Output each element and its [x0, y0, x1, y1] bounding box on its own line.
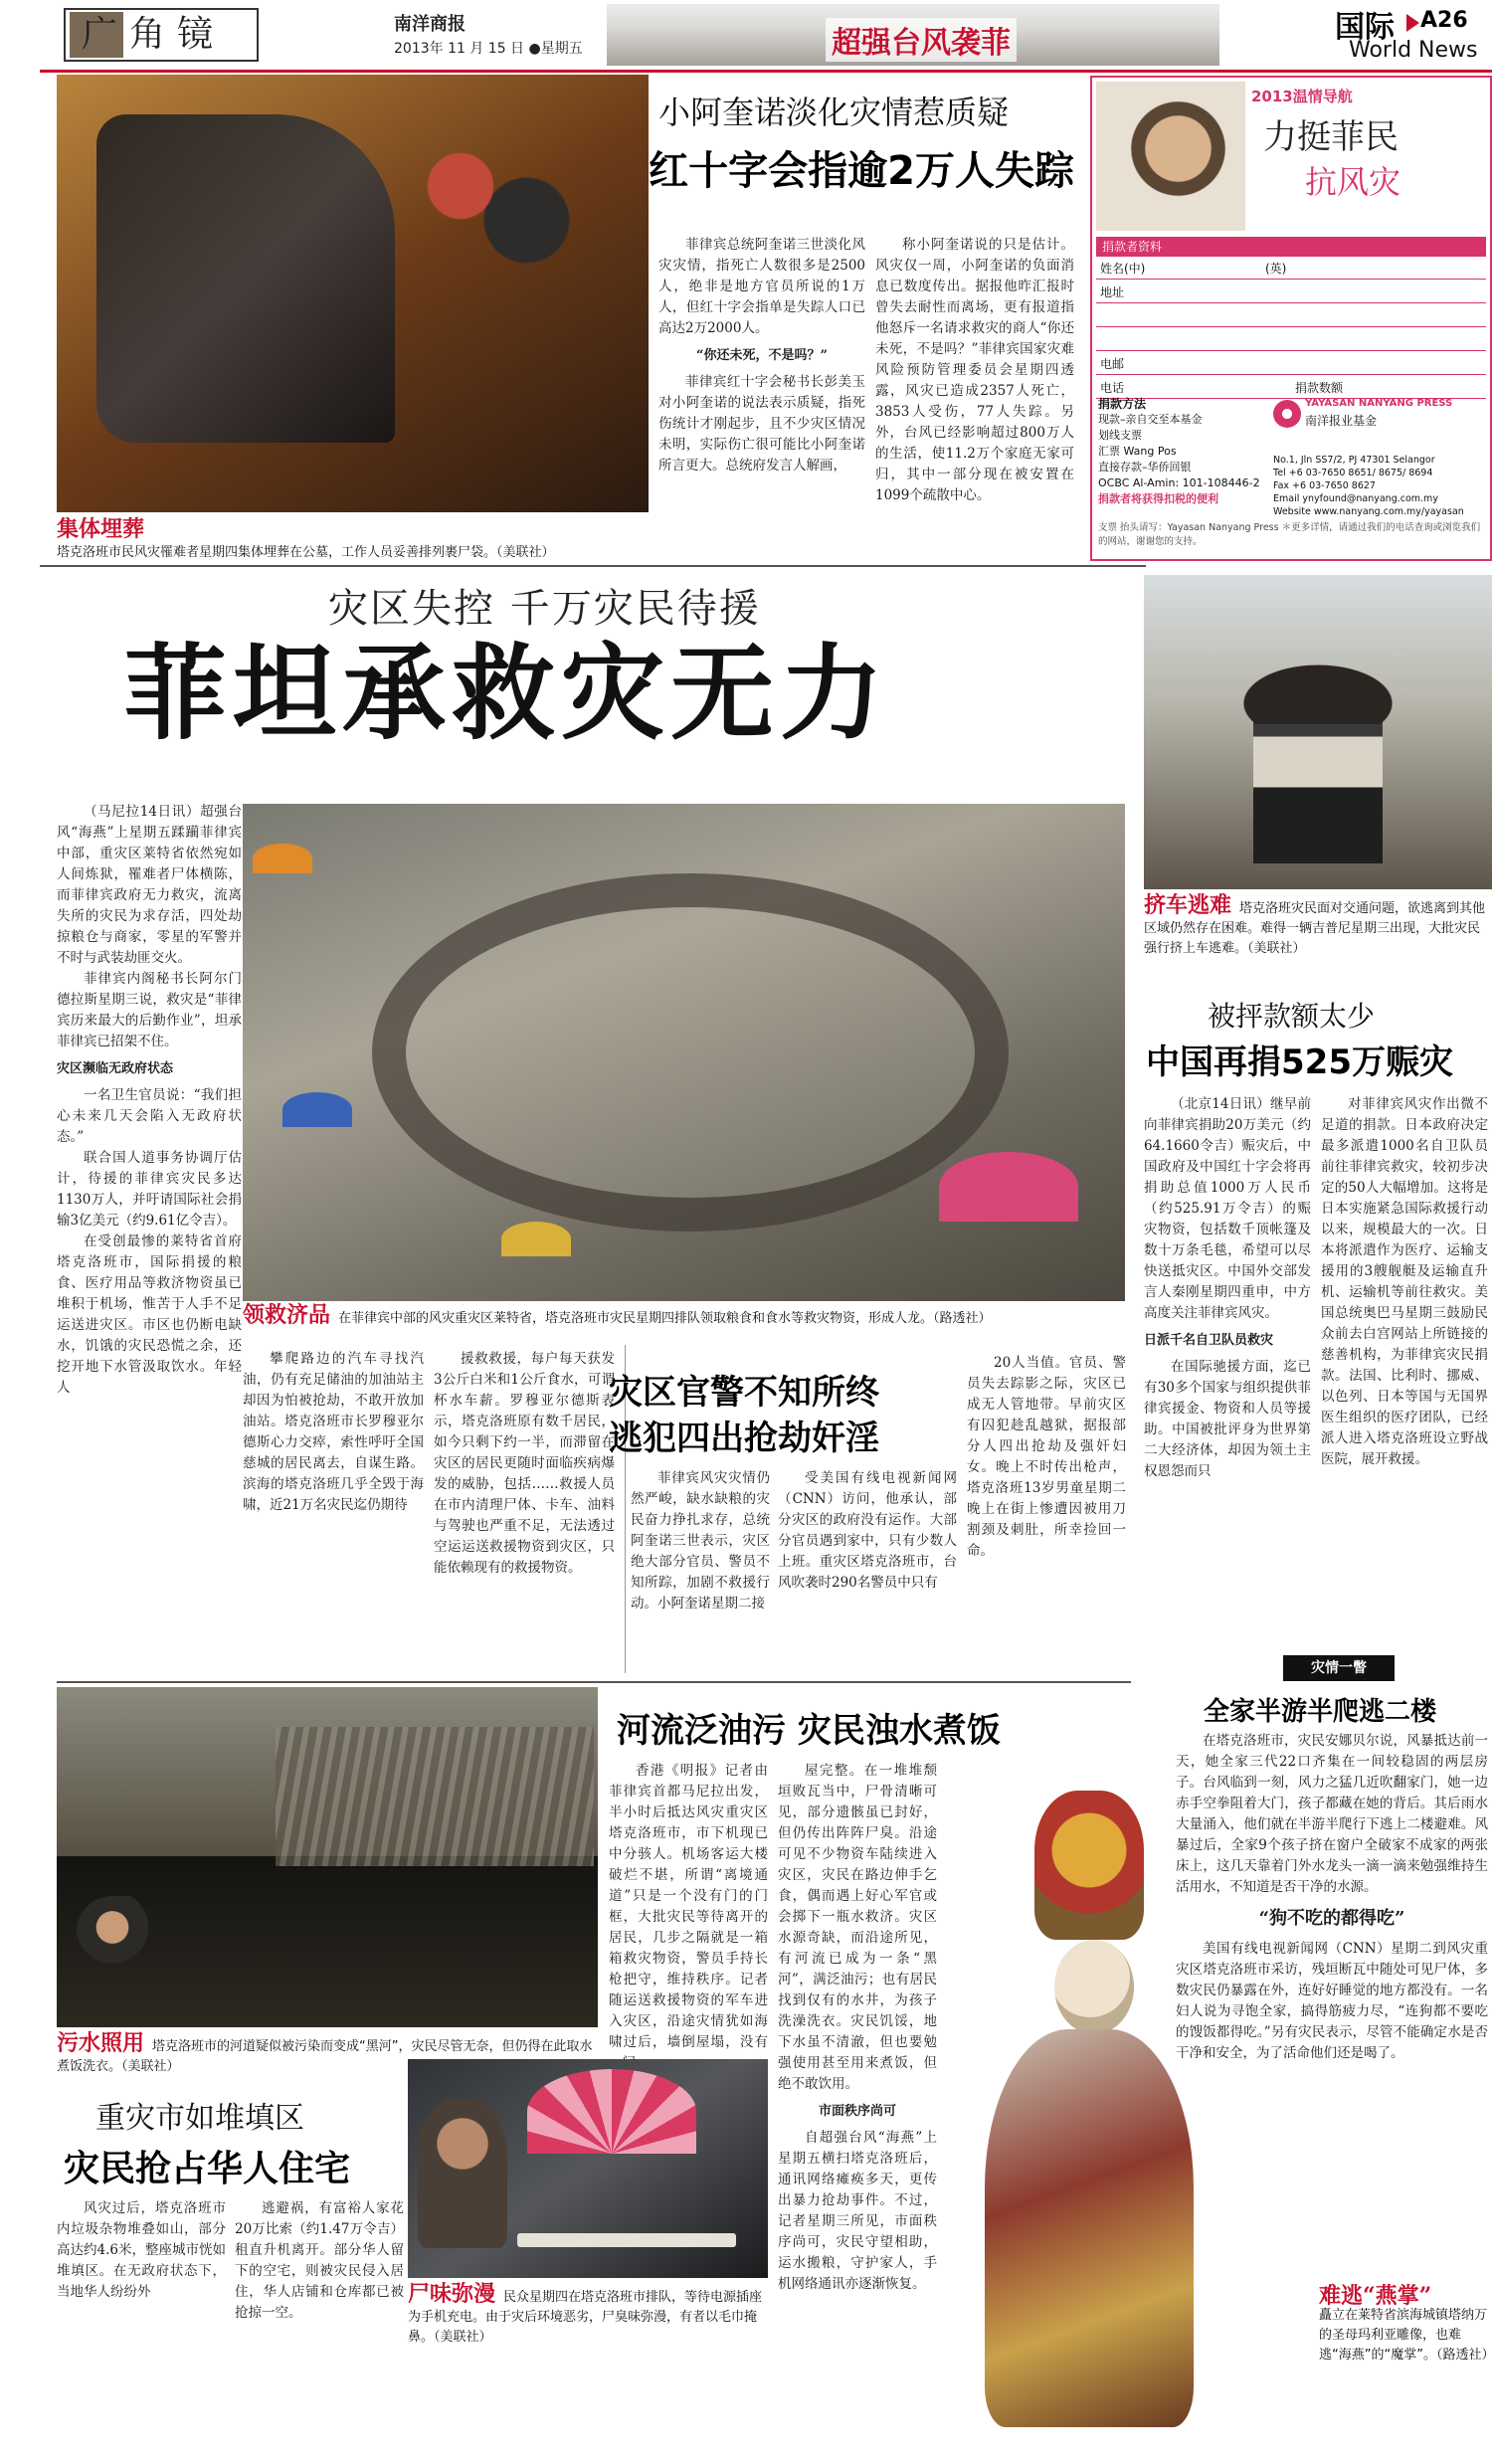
top-story-p2: 菲律宾红十字会秘书长彭美玉对小阿奎诺的说法表示质疑，指死伤统计才刚起步，且不少灾区情况未明，实际伤亡很可能比小阿奎诺所言更大。总统府发言人解画，	[658, 374, 865, 474]
statue-photo-label: 难逃“燕掌”	[1319, 2283, 1432, 2309]
donation-methods	[1098, 396, 1267, 507]
main-c3: 援救救援，每户每天获发3公斤白米和1公斤食水，可谓杯水车薪。罗穆亚尔德斯表示，塔克洛班原有数千居民，如今只剩下约一半，而滞留在灾区的居民更随时面临疾病爆发的威胁，包括……救援人员在市内清理尸体、卡车、油料与驾驶也严重不足，无法透过空运运送救援物资到灾区，只能依赖现有的救援物资。	[434, 1351, 615, 1576]
paper-name: 南洋商报	[394, 14, 466, 35]
statue-crown	[1034, 1791, 1144, 1940]
main-p5: 在受创最惨的莱特省首府塔克洛班市，国际捐援的粮食、医疗用品等救济物资虽已堆积于机场，惟苦于人手不足运送进灾区。市区也仍断电缺水，饥饿的灾民恐慌之余，还挖开地下水管汲取饮水。年轻人	[57, 1233, 242, 1396]
donation-tag: 2013温情导航	[1251, 88, 1353, 105]
chinatown-headline: 灾民抢占华人住宅	[64, 2149, 351, 2189]
foundation-logo-icon	[1273, 400, 1301, 428]
top-story-subhead: “你还未死，不是吗？”	[696, 348, 828, 363]
header-rule	[40, 70, 1492, 73]
washing-woman	[77, 1896, 166, 1986]
foundation-name-cn: 南洋报业基金	[1305, 414, 1378, 428]
statue-caption-text: 矗立在莱特省滨海城镇塔纳万的圣母玛利亚雕像，也难逃“海燕”的“魔掌”。（路透社）	[1319, 2308, 1494, 2363]
main-lead: （马尼拉14日讯）超强台风“海燕”上星期五蹂躏菲律宾中部，重灾区莱特省依然宛如人间炼狱，罹难者尸体横陈，而菲律宾政府无力救灾，流离失所的灾民为求存活，四处劫掠粮仓与商家，零星的军警并不时与武装劫匪交火。	[57, 804, 242, 966]
black-river-photo	[57, 1687, 598, 2027]
china-col1	[1144, 1094, 1311, 1651]
foundation-fax: Fax +6 03-7650 8627	[1273, 480, 1376, 491]
sewage-col2	[778, 1761, 937, 2427]
police-headline1: 灾区官警不知所终	[609, 1373, 879, 1413]
umbrella-red	[939, 1152, 1078, 1222]
section-title: 国际	[1335, 10, 1395, 45]
form-blank-row	[1096, 306, 1486, 327]
page-number: A26	[1420, 8, 1468, 33]
china-c2: 对菲律宾风灾作出微不足道的捐款。日本政府决定最多派遣1000名自卫队员前往菲律宾救灾，较初步决定的50人大幅增加。这将是日本实施紧急国际救援行动以来，规模最大的一次。日本将派遣作为医疗、运输支援用的3艘舰艇及运输直升机、运输机等前往救灾。美国总统奥巴马星期三鼓励民众前去白宫网站上所链接的慈善机构，为菲律宾灾民捐款。法国、比利时、挪威、以色列、日本等国与无国界医生组织的医疗团队，已经派人进入塔克洛班设立野战医院，展开救援。	[1321, 1096, 1488, 1467]
jeepney-photo-label: 挤车逃难	[1144, 892, 1232, 918]
main-sub1: 灾区濒临无政府状态	[57, 1061, 174, 1076]
sewage-col1	[609, 1761, 768, 2049]
main-headline: 菲坦承救灾无力	[123, 632, 890, 754]
statue-photo-caption	[1319, 2283, 1494, 2366]
methods-label: 捐款方法	[1098, 397, 1147, 411]
story-subhead: “狗不吃的都得吃”	[1258, 1908, 1405, 1929]
mid-divider	[57, 1681, 1131, 1683]
china-sub: 日派千名自卫队员救灾	[1144, 1333, 1274, 1348]
police-c1: 菲律宾风灾灾情仍然严峻，缺水缺粮的灾民奋力挣扎求存，总统阿奎诺三世表示，灾区绝大部分官员、警员不知所踪，加剧不救援行动。小阿奎诺星期二接	[631, 1470, 770, 1611]
story-col	[1176, 1731, 1488, 2169]
form-tel-label: 电话	[1100, 381, 1125, 395]
sewage-c2b: 自超强台风“海燕”上星期五横扫塔克洛班后，通讯网络瘫痪多天，更传出暴力抢劫事件。不过，记者星期三所见，市面秩序尚可，灾民守望相助，运水搬粮，守护家人，手机网络通讯亦逐渐恢复。	[778, 2130, 937, 2292]
main-kicker: 灾区失控 千万灾民待援	[328, 586, 761, 632]
sewage-c2: 屋完整。在一堆堆颓垣败瓦当中，尸骨清晰可见，部分遗骸虽已封好，但仍传出阵阵尸臭。沿途可见不少物资车陆续进入灾区，灾民在路边伸手乞食，偶而遇上好心军官或会掷下一瓶水救济。灾区水源奇缺，而沿途所见，有河流已成为一条“黑河”，满泛油污；也有居民找到仅有的水井，为孩子洗澡洗衣。灾民饥馁，地下水虽不清澈，但也要勉强使用甚至用来煮饭，但绝不敢饮用。	[778, 1763, 937, 2092]
main-c2: 攀爬路边的汽车寻找汽油，仍有充足储油的加油站主却因为怕被抢劫，不敢开放加油站。塔克洛班市长罗穆亚尔德斯心力交瘁，索性呼吁全国慈城的居民离去，自谋生路。滨海的塔克洛班几乎全毁于海啸，近21万名灾民迄仍期待	[243, 1351, 424, 1513]
story-c2: 美国有线电视新闻网（CNN）星期二到风灾重灾区塔克洛班市采访，残垣断瓦中随处可见尸体，多数灾民仍暴露在外，连好好睡觉的地方都没有。一名妇人说为寻饱全家，搞得筋疲力尽，“连狗都不要吃的馊饭都得吃。”另有灾民表示，尽管不能确定水是否干净和安全，为了活命他们还是喝了。	[1176, 1941, 1488, 2061]
debris	[276, 1727, 594, 1866]
top-divider	[40, 565, 1146, 567]
section-title-en: World News	[1349, 38, 1478, 63]
jeepney-photo	[1144, 575, 1492, 889]
foundation-address: No.1, Jln SS7/2, PJ 47301 Selangor	[1273, 455, 1435, 466]
body-bags	[96, 114, 395, 443]
sewage-sub: 市面秩序尚可	[818, 2104, 896, 2119]
sewage-headline: 河流泛油污 灾民浊水煮饭	[617, 1711, 1001, 1751]
police-c3: 20人当值。官员、警员失去踪影之际，灾区已成无人管地带。早前灾区有囚犯趁乱越狱，据报部分人四出抢劫及强奸妇女。晚上不时传出枪声，塔克洛班13岁男童星期二晚上在街上惨遭因被用刀割颈及刺肚，所幸捡回一命。	[967, 1355, 1126, 1559]
relief-photo-label: 领救济品	[243, 1302, 331, 1328]
story-tag: 灾情一瞥	[1283, 1655, 1395, 1681]
top-story-p1: 菲律宾总统阿奎诺三世淡化风灾灾情，指死亡人数很多是2500人，绝非是地方官员所说的1万人，但红十字会指单是失踪人口已高达2万2000人。	[658, 237, 865, 336]
form-name-row	[1096, 259, 1486, 280]
main-p4: 联合国人道事务协调厅估计，待援的菲律宾灾民多达1130万人，并吁请国际社会捐输3亿美元（约9.61亿令吉）。	[57, 1150, 242, 1229]
jeepney-caption-text: 塔克洛班灾民面对交通问题，欲逃离到其他区域仍然存在困难。难得一辆吉普尼星期三出现，大批灾民强行挤上车逃难。（美联社）	[1144, 901, 1486, 956]
page-number-arrow-icon	[1406, 14, 1419, 32]
method-account: OCBC Al-Amin: 101-108446-2	[1098, 476, 1260, 489]
police-headline2: 逃犯四出抢劫奸淫	[609, 1419, 879, 1458]
sewage-caption-text: 塔克洛班市的河道疑似被污染而变成“黑河”，灾民尽管无奈，但仍得在此取水煮饭洗衣。（美联社）	[57, 2039, 593, 2074]
relief-queue-photo	[243, 804, 1125, 1301]
donation-box	[1090, 76, 1492, 561]
method-cheque: 划线支票	[1098, 429, 1142, 442]
chinatown-col2	[235, 2198, 404, 2397]
chinatown-col1	[57, 2198, 226, 2397]
crowd-ring	[372, 873, 1009, 1232]
form-address-row	[1096, 283, 1486, 303]
form-name-en-label: (英)	[1265, 262, 1287, 276]
virgin-mary-statue	[955, 1791, 1204, 2427]
china-c1: （北京14日讯）继早前向菲律宾捐助20万美元（约64.1660令吉）赈灾后，中国政府及中国红十字会将再捐助总值1000万人民币（约525.91万令吉）的赈灾物资，包括数千顶帐篷及数十万条毛毯，希望可以尽快送抵灾区。中国外交部发言人秦刚星期四重申，中方高度关注菲律宾风灾。	[1144, 1096, 1311, 1321]
burial-photo-caption	[57, 516, 649, 563]
chinatown-c2: 逃避祸，有富裕人家花20万比索（约1.47万令吉）租直升机离开。部分华人留下的空宅，则被灾民侵入居住，华人店铺和仓库都已被抢掠一空。	[235, 2200, 404, 2321]
donation-footer: 支票 抬头请写：Yayasan Nanyang Press ＊更多详情，请通过我们的电话查询或浏览我们的网站，谢谢您的支持。	[1098, 522, 1481, 547]
main-p3: 一名卫生官员说：“我们担心未来几天会陷入无政府状态。”	[57, 1087, 242, 1145]
form-blank-row-2	[1096, 330, 1486, 351]
foundation-email: Email ynyfound@nanyang.com.my	[1273, 493, 1438, 504]
form-email-label: 电邮	[1100, 357, 1125, 371]
top-story-kicker: 小阿奎诺淡化灾情惹质疑	[658, 94, 1010, 131]
main-col3	[434, 1349, 615, 1673]
form-email-row	[1096, 354, 1486, 375]
relief-caption-text: 在菲律宾中部的风灾重灾区莱特省，塔克洛班市灾民星期四排队领取粮食和食水等救灾物资，形成人龙。（路透社）	[338, 1311, 992, 1326]
foundation-name-en: YAYASAN NANYANG PRESS	[1305, 398, 1453, 409]
donation-info-label: 捐款者资料	[1096, 237, 1486, 257]
page-header	[0, 0, 1492, 68]
burial-photo-label: 集体埋葬	[57, 516, 145, 542]
stench-photo-label: 尸味弥漫	[408, 2281, 496, 2307]
method-deposit: 直接存款–华侨回银	[1098, 461, 1192, 474]
china-kicker: 被抨款额太少	[1208, 1000, 1376, 1033]
form-amount-label: 捐款数额	[1295, 381, 1344, 395]
sewage-photo-label: 污水照用	[57, 2030, 145, 2056]
main-p2: 菲律宾内阁秘书长阿尔门德拉斯星期三说，救灾是“菲律宾历来最大的后勤作业”，坦承菲律宾已招架不住。	[57, 971, 242, 1049]
donation-title2: 抗风灾	[1305, 163, 1401, 201]
main-left-col	[57, 802, 242, 1488]
statue-face	[1054, 1940, 1134, 2034]
form-name-label: 姓名(中)	[1100, 262, 1146, 276]
donation-title1: 力挺菲民	[1263, 117, 1399, 157]
series-title: 超强台风袭菲	[826, 18, 1017, 62]
pink-umbrella	[527, 2069, 696, 2154]
donation-note: 捐款者将获得扣税的便利	[1098, 492, 1218, 505]
jeepney-passengers	[1223, 655, 1412, 724]
chinatown-c1: 风灾过后，塔克洛班市内垃圾杂物堆叠如山，部分高达约4.6米，整座城市恍如堆填区。在无政府状态下，当地华人纷纷外	[57, 2200, 226, 2300]
column-title-text: 广角镜	[82, 14, 226, 55]
sewage-c1: 香港《明报》记者由菲律宾首都马尼拉出发，半小时后抵达风灾重灾区塔克洛班市，市下机现已中分骇人。机场客运大楼破烂不堪，所谓“离境通道”只是一个没有门的门框，大批灾民等待离开的居民，几步之隔就是一箱箱救灾物资，警员手持长枪把守，维持秩序。记者随运送救援物资的军车进入灾区，沿途灾情犹如海啸过后，墙倒屋塌，没有	[609, 1763, 768, 2050]
issue-date: 2013年 11 月 15 日 ●星期五	[394, 41, 583, 57]
china-headline: 中国再捐525万赈灾	[1146, 1042, 1453, 1082]
umbrella-blue	[282, 1092, 352, 1127]
umbrella-yellow	[501, 1222, 571, 1256]
police-col2	[778, 1468, 957, 1673]
stench-caption-text: 民众星期四在塔克洛班市排队，等待电源插座为手机充电。由于灾后环境恶劣，尸臭味弥漫，有者以毛巾掩鼻。（美联社）	[408, 2290, 763, 2345]
man-with-towel	[418, 2099, 507, 2248]
donation-girl-photo	[1096, 82, 1245, 231]
foundation-website: Website www.nanyang.com.my/yayasan	[1273, 506, 1464, 517]
top-story-p3: 称小阿奎诺说的只是估计。风灾仅一周，小阿奎诺的负面消息已数度传出。据报他昨汇报时曾失去耐性而离场，更有报道指他怒斥一名请求救灾的商人“你还未死，不是吗？”菲律宾国家灾难风险预防管理委员会星期四透露，风灾已造成2357人死亡，3853人受伤，77人失踪。另外，台风已经影响超过800万人的生活，使11.2万个家庭无家可归，其中一部分现在被安置在1099个疏散中心。	[875, 237, 1074, 503]
story-headline: 全家半游半爬逃二楼	[1204, 1697, 1437, 1727]
statue-body	[985, 2029, 1194, 2427]
power-strip	[517, 2233, 736, 2247]
burial-caption-text: 塔克洛班市民风灾罹难者星期四集体埋葬在公墓，工作人员妥善排列裹尸袋。（美联社）	[57, 545, 555, 560]
foundation-contact	[1273, 454, 1486, 518]
story-c1: 在塔克洛班市，灾民安娜贝尔说，风暴抵达前一天，她全家三代22口齐集在一间较稳固的两层房子。台风临到一刻，风力之猛几近吹翻家门，她一边赤手空拳阻着大门，孩子都藏在她的背后。其后雨水大量涌入，他们就在半游半爬行下逃上二楼避难。风暴过后，全家9个孩子挤在窗户全破家不成家的两张床上，这几天靠着门外水龙头一滴一滴来勉强维持生活用水，不知道是否干净的水源。	[1176, 1733, 1488, 1895]
stench-photo-caption	[408, 2281, 768, 2348]
foundation-tel: Tel +6 03-7650 8651/ 8675/ 8694	[1273, 468, 1433, 478]
police-c2: 受美国有线电视新闻网（CNN）访问，他承认，部分灾区的政府没有运作。大部分官员遇到家中，只有少数人上班。重灾区塔克洛班市，台风吹袭时290名警员中只有	[778, 1470, 957, 1591]
umbrella-orange	[253, 844, 312, 873]
main-col2	[243, 1349, 424, 1673]
top-story-headline: 红十字会指逾2万人失踪	[649, 148, 1074, 194]
chinatown-kicker: 重灾市如堆填区	[95, 2101, 304, 2136]
method-cash: 现款–亲自交至本基金	[1098, 413, 1203, 426]
police-col1	[631, 1468, 770, 1673]
relief-photo-caption	[243, 1302, 1125, 1329]
police-col3	[967, 1353, 1126, 1673]
china-c1b: 在国际驰援方面，迄已有30多个国家与组织提供菲律宾援金、物资和人员等援助。中国被批评身为世界第二大经济体，却因为领土主权恩怨而只	[1144, 1359, 1311, 1479]
burial-workers	[385, 95, 574, 323]
jeepney-photo-caption	[1144, 892, 1492, 959]
china-col2	[1321, 1094, 1488, 1651]
top-story-col1	[658, 235, 865, 558]
form-address-label: 地址	[1100, 285, 1125, 299]
method-money-order: 汇票 Wang Pos	[1098, 445, 1177, 458]
top-story-col2	[875, 235, 1074, 558]
phone-charging-photo	[408, 2059, 768, 2278]
